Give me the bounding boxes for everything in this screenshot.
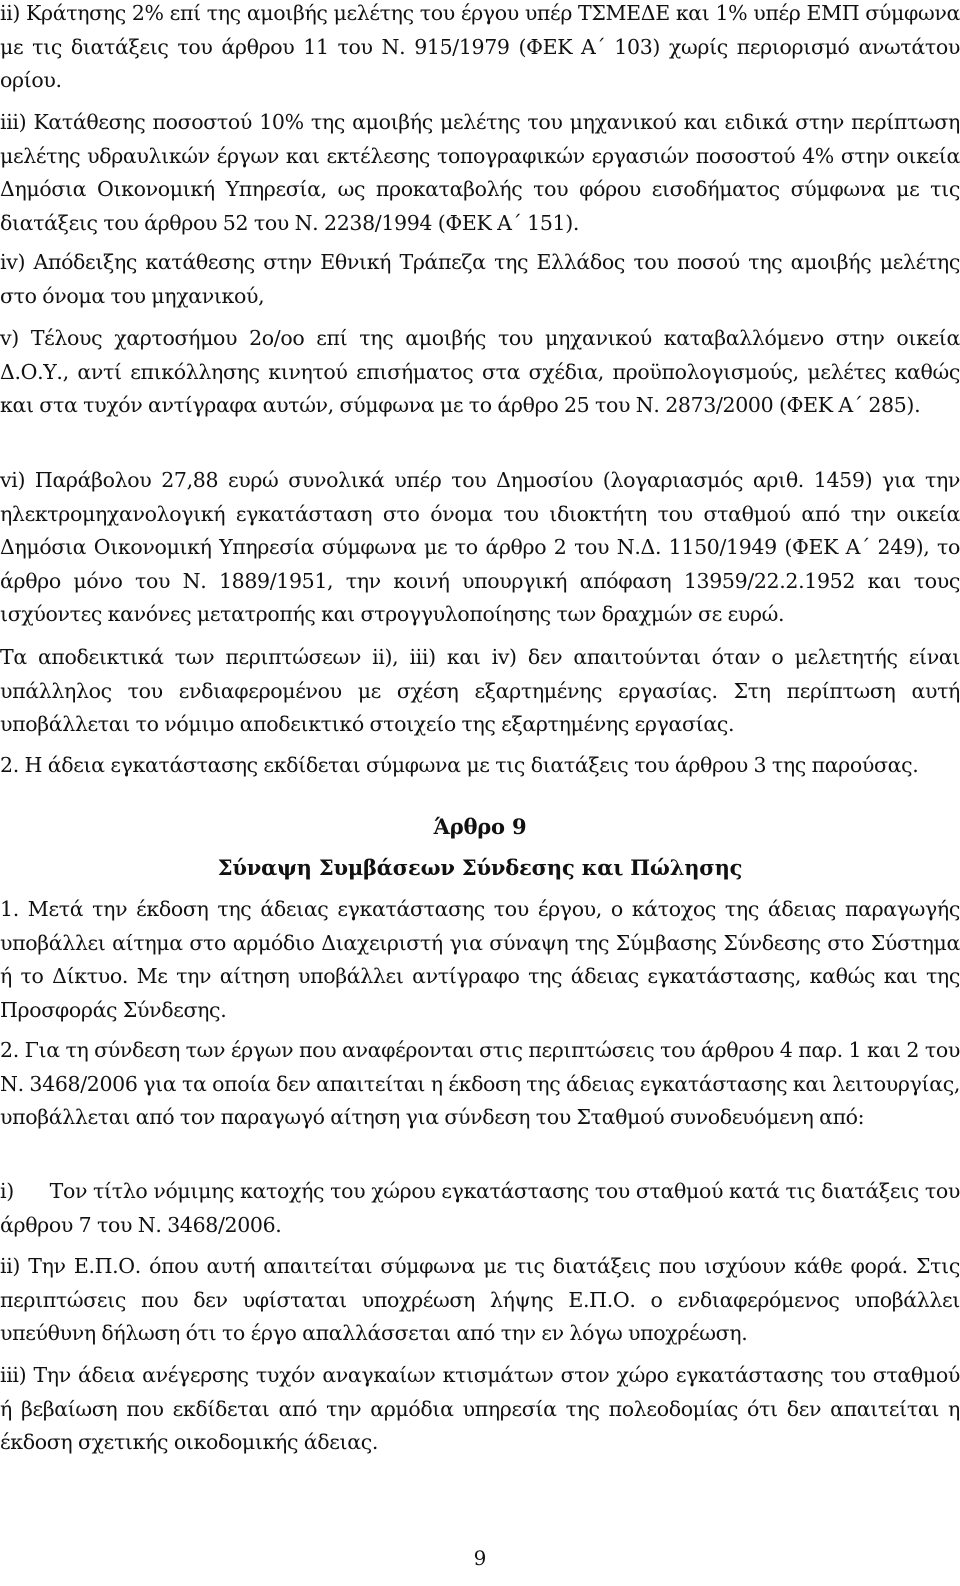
article-9-paragraph-1: 1. Μετά την έκδοση της άδειας εγκατάστασης του έργου, ο κάτοχος της άδειας παραγωγής υποβάλλει αίτημα στο αρμόδιο Διαχειριστή για σύναψη της Σύμβασης Σύνδεσης στο Σύστημα ή το Δίκτυο. Με την αίτηση υποβάλλει αντίγραφο της άδειας εγκατάστασης, καθώς και της Προσφοράς Σύνδεσης. [0, 897, 960, 1022]
list-item-iii: iii) Την άδεια ανέγερσης τυχόν αναγκαίων κτισμάτων στον χώρο εγκατάστασης του σταθμού ή βεβαίωση που εκδίδεται από την αρμόδια υπηρεσία της πολεοδομίας ότι δεν απαιτείται η έκδοση σχετικής οικοδομικής άδειας. [0, 1363, 960, 1454]
article-title: Σύναψη Συμβάσεων Σύνδεσης και Πώλησης [217, 855, 743, 880]
list-item-ii: ii) Την Ε.Π.Ο. όπου αυτή απαιτείται σύμφωνα με τις διατάξεις που ισχύουν κάθε φορά. Στις περιπτώσεις που δεν υφίσταται υποχρέωση λήψης Ε.Π.Ο. ο ενδιαφερόμενος υποβάλλει υπεύθυνη δήλωση ότι το έργο απαλλάσσεται από την εν λόγω υποχρέωση. [0, 1254, 960, 1345]
paragraph-exemptions: Τα αποδεικτικά των περιπτώσεων ii), iii) και iv) δεν απαιτούνται όταν ο μελετητής είναι υπάλληλος του ενδιαφερομένου με σχέση εξαρτημένης εργασίας. Στη περίπτωση αυτή υποβάλλεται το νόμιμο αποδεικτικό στοιχείο της εξαρτημένης εργασίας. [0, 645, 960, 736]
paragraph-iii-deposit: iii) Κατάθεσης ποσοστού 10% της αμοιβής μελέτης του μηχανικού και ειδικά στην περίπτωση μελέτης υδραυλικών έργων και εκτέλεσης τοπογραφικών εργασιών ποσοστού 4% στην οικεία Δημόσια Οικονομική Υπηρεσία, ως προκαταβολής του φόρου εισοδήματος σύμφωνα με τις διατάξεις του άρθρου 52 του Ν. 2238/1994 (ΦΕΚ Α΄ 151). [0, 110, 960, 235]
article-number: Άρθρο 9 [433, 814, 527, 839]
paragraph-vi-fee: vi) Παράβολου 27,88 ευρώ συνολικά υπέρ του Δημοσίου (λογαριασμός αριθ. 1459) για την ηλεκτρομηχανολογική εγκατάσταση στο όνομα του ιδιοκτήτη του σταθμού από την οικεία Δημόσια Οικονομική Υπηρεσία σύμφωνα με το άρθρο 2 του Ν.Δ. 1150/1949 (ΦΕΚ Α΄ 249), το άρθρο μόνο του Ν. 1889/1951, την κοινή υπουργική απόφαση 13959/22.2.1952 και τους ισχύοντες κανόνες μετατροπής και στρογγυλοποίησης των δραχμών σε ευρώ. [0, 468, 960, 626]
page-number: 9 [473, 1546, 487, 1570]
paragraph-ii-withholding: ii) Κράτησης 2% επί της αμοιβής μελέτης του έργου υπέρ ΤΣΜΕΔΕ και 1% υπέρ ΕΜΠ σύμφωνα με τις διατάξεις του άρθρου 11 του Ν. 915/1979 (ΦΕΚ Α΄ 103) χωρίς περιορισμό ανωτάτου ορίου. [0, 1, 960, 92]
paragraph-2-installation: 2. Η άδεια εγκατάστασης εκδίδεται σύμφωνα με τις διατάξεις του άρθρου 3 της παρούσας. [0, 753, 919, 777]
paragraph-iv-proof: iv) Απόδειξης κατάθεσης στην Εθνική Τράπεζα της Ελλάδος του ποσού της αμοιβής μελέτης στο όνομα του μηχανικού, [0, 250, 960, 308]
paragraph-v-stamp-duty: v) Τέλους χαρτοσήμου 2ο/οο επί της αμοιβής του μηχανικού καταβαλλόμενο στην οικεία Δ.Ο.Υ., αντί επικόλλησης κινητού επισήματος στα σχέδια, προϋπολογισμούς, μελέτες καθώς και στα τυχόν αντίγραφα αυτών, σύμφωνα με το άρθρο 25 του Ν. 2873/2000 (ΦΕΚ Α΄ 285). [0, 326, 960, 417]
article-9-paragraph-2: 2. Για τη σύνδεση των έργων που αναφέρονται στις περιπτώσεις του άρθρου 4 παρ. 1 και 2 του Ν. 3468/2006 για τα οποία δεν απαιτείται η έκδοση της άδειας εγκατάστασης και λειτουργίας, υποβάλλεται από τον παραγωγό αίτηση για σύνδεση του Σταθμού συνοδευόμενη από: [0, 1038, 960, 1129]
list-item-i: i) Τον τίτλο νόμιμης κατοχής του χώρου εγκατάστασης του σταθμού κατά τις διατάξεις του άρθρου 7 του Ν. 3468/2006. [0, 1179, 960, 1237]
